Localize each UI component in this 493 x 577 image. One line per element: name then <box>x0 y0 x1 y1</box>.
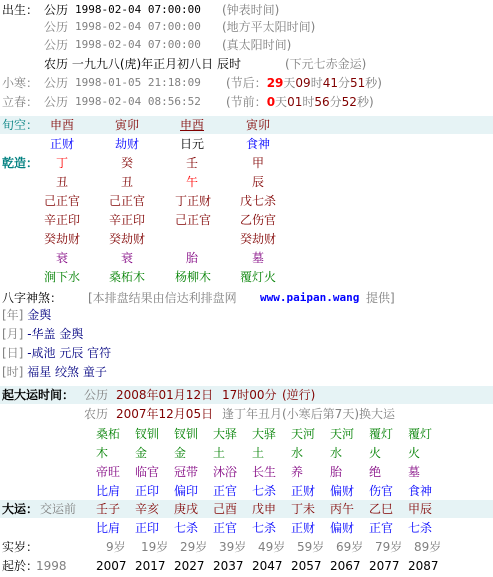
hidden-2-4 <box>240 212 276 228</box>
term-days: 29 <box>266 76 284 90</box>
hidden-2-2 <box>109 212 145 228</box>
term-dt-2: 1998-02-04 08:56:52 <box>75 95 201 108</box>
nayin-1: 涧下水 <box>44 270 81 284</box>
birth-cal-3: 公历 <box>44 38 69 52</box>
term-days-unit: 天 <box>283 76 296 90</box>
dayun-pre: 交运前 <box>40 502 77 516</box>
shensha-label: 八字神煞： <box>2 291 63 305</box>
dayun-pillar: 甲辰 <box>408 502 433 516</box>
dayun-age: 19岁 <box>141 540 169 554</box>
dayun-pillar: 壬子 <box>96 502 121 516</box>
phase-1: 衰 <box>56 251 69 265</box>
dayun-label: 大运： <box>2 502 39 516</box>
god-top-4: 食神 <box>246 137 271 151</box>
hidden-text: 己正官 <box>44 194 81 208</box>
term-mins-unit: 分 <box>337 76 350 90</box>
qiyun-time: 17时00分 <box>222 388 277 402</box>
dayun-god: 伤官 <box>369 484 394 498</box>
dayun-god: 正财 <box>291 484 316 498</box>
xunkong-col-1: 申酉 <box>50 118 75 132</box>
hidden-2-1 <box>44 212 80 228</box>
term-cal-2: 公历 <box>44 95 69 109</box>
dayun-branch-god: 七杀 <box>252 521 277 535</box>
shensha-note2: 提供] <box>366 291 395 305</box>
branch-3: 午 <box>186 175 199 189</box>
qiyun-date2: 2007年12月05日 <box>116 407 214 421</box>
dayun-element: 火 <box>408 446 421 460</box>
dayun-year-row <box>0 557 493 575</box>
dayun-year: 2067 <box>330 559 361 573</box>
dayun-god-row <box>0 482 493 500</box>
shensha-row-month <box>2 326 83 342</box>
dayun-phase: 临官 <box>135 465 160 479</box>
hidden-text: 癸劫财 <box>44 232 81 246</box>
hidden-text: 癸劫财 <box>109 232 146 246</box>
term-secs: 51 <box>350 76 366 90</box>
dayun-branch-god: 正财 <box>291 521 316 535</box>
dayun-age: 39岁 <box>219 540 247 554</box>
hidden-1-4 <box>240 193 276 209</box>
qiyun-cal: 公历 <box>84 388 109 402</box>
dayun-element-row <box>0 444 493 462</box>
hidden-text: 辛正印 <box>109 213 146 227</box>
dayun-phase: 沐浴 <box>213 465 238 479</box>
dayun-nayin: 大驿 <box>213 427 238 441</box>
birth-note-3: (真太阳时间) <box>222 38 292 52</box>
dayun-pillar: 辛亥 <box>135 502 160 516</box>
shensha-tag: [日] <box>2 346 24 360</box>
shensha-tag: [年] <box>2 308 24 322</box>
branch-2: 丑 <box>121 175 134 189</box>
shensha-row-hour <box>2 364 107 380</box>
branch-4: 辰 <box>252 175 265 189</box>
dayun-god: 食神 <box>408 484 433 498</box>
dayun-age: 9岁 <box>106 540 126 554</box>
dayun-age: 59岁 <box>297 540 325 554</box>
dayun-element: 土 <box>252 446 265 460</box>
birth-dt-3: 1998-02-04 07:00:00 <box>75 38 201 51</box>
dayun-age: 89岁 <box>414 540 442 554</box>
dayun-god: 七杀 <box>252 484 277 498</box>
hidden-3-4 <box>240 231 276 247</box>
dayun-nayin-row <box>0 425 493 443</box>
birth-note-1: (钟表时间) <box>222 3 280 17</box>
dayun-pillar: 己酉 <box>213 502 238 516</box>
shensha-url-link[interactable]: www.paipan.wang <box>260 291 360 304</box>
term-label-2: 立春： <box>2 95 39 109</box>
term-dt-1: 1998-01-05 21:18:09 <box>75 76 201 89</box>
dayun-nayin: 覆灯 <box>369 427 394 441</box>
dayun-god: 偏财 <box>330 484 355 498</box>
dayun-element: 水 <box>330 446 343 460</box>
age-label: 实岁： <box>2 540 39 554</box>
dayun-year: 2017 <box>135 559 166 573</box>
dayun-branch-god-row <box>0 519 493 537</box>
dayun-age: 49岁 <box>258 540 286 554</box>
shensha-note: [本排盘结果由信达利排盘网 <box>88 291 237 305</box>
term-mins: 56 <box>314 95 330 109</box>
term-prefix: (节后： <box>226 76 267 90</box>
xunkong-col-3: 申酉 <box>180 118 205 132</box>
hidden-text: 癸劫财 <box>240 232 277 246</box>
shensha-items: 金舆 <box>27 308 52 322</box>
dayun-age-row <box>0 538 493 556</box>
stem-2: 癸 <box>121 156 134 170</box>
term-hours: 01 <box>287 95 303 109</box>
dayun-element: 土 <box>213 446 226 460</box>
dayun-nayin: 天河 <box>291 427 316 441</box>
dayun-nayin: 桑柘 <box>96 427 121 441</box>
hidden-text: 乙伤官 <box>240 213 277 227</box>
dayun-age: 29岁 <box>180 540 208 554</box>
nayin-2: 桑柘木 <box>109 270 146 284</box>
dayun-age: 69岁 <box>336 540 364 554</box>
term-mins: 41 <box>322 76 338 90</box>
term-label-1: 小寒： <box>2 76 39 90</box>
dayun-year: 2037 <box>213 559 244 573</box>
dayun-pillar-row <box>0 500 493 518</box>
birth-cal-1: 公历 <box>44 3 69 17</box>
dayun-nayin: 钗钏 <box>174 427 199 441</box>
term-days: 0 <box>266 95 276 109</box>
birth-lunar-note: (下元七赤金运) <box>285 57 367 71</box>
dayun-phase: 帝旺 <box>96 465 121 479</box>
hidden-3-1 <box>44 231 80 247</box>
stem-4: 甲 <box>252 156 265 170</box>
birth-lunar: 农历 一九九八(虎)年正月初八日 辰时 <box>44 57 241 71</box>
dayun-year: 2047 <box>252 559 283 573</box>
term-detail-2 <box>226 94 374 110</box>
shensha-row-day <box>2 345 111 361</box>
dayun-nayin: 天河 <box>330 427 355 441</box>
dayun-year: 2087 <box>408 559 439 573</box>
start-year: 1998 <box>36 559 67 573</box>
shensha-tag: [时] <box>2 365 24 379</box>
dayun-nayin: 大驿 <box>252 427 277 441</box>
dayun-phase: 冠带 <box>174 465 199 479</box>
qiyun-cal2: 农历 <box>84 407 109 421</box>
dayun-pillar: 乙巳 <box>369 502 394 516</box>
dayun-element: 火 <box>369 446 382 460</box>
dayun-branch-god: 比肩 <box>96 521 121 535</box>
hidden-1-2 <box>109 193 145 209</box>
qiyun-label: 起大运时间： <box>2 388 75 402</box>
birth-note-2: (地方平太阳时间) <box>222 20 316 34</box>
shensha-items: 福星 绞煞 童子 <box>27 365 107 379</box>
dayun-element: 金 <box>174 446 187 460</box>
term-prefix: (节前： <box>226 95 267 109</box>
dayun-pillar: 丁未 <box>291 502 316 516</box>
term-mins-unit: 分 <box>329 95 342 109</box>
dayun-element: 木 <box>96 446 109 460</box>
dayun-branch-god: 正官 <box>369 521 394 535</box>
birth-dt-1: 1998-02-04 07:00:00 <box>75 3 201 16</box>
shensha-items: -华盖 金舆 <box>27 327 84 341</box>
dayun-phase-row <box>0 463 493 481</box>
phase-2: 衰 <box>121 251 134 265</box>
term-secs-unit: 秒) <box>356 95 374 109</box>
dayun-branch-god: 七杀 <box>408 521 433 535</box>
dayun-phase: 长生 <box>252 465 277 479</box>
dayun-phase: 绝 <box>369 465 382 479</box>
term-detail-1 <box>226 75 382 91</box>
branch-1: 丑 <box>56 175 69 189</box>
shensha-tag: [月] <box>2 327 24 341</box>
hidden-text: 戊七杀 <box>240 194 277 208</box>
dayun-phase: 养 <box>291 465 304 479</box>
dayun-year: 2077 <box>369 559 400 573</box>
dayun-pillar: 戊申 <box>252 502 277 516</box>
dayun-branch-god: 偏财 <box>330 521 355 535</box>
qiyun-swap: 逢丁年丑月(小寒后第7天)换大运 <box>222 407 395 421</box>
nayin-3: 杨柳木 <box>175 270 212 284</box>
qiyun-date: 2008年01月12日 <box>116 388 214 402</box>
hidden-2-3 <box>175 212 211 228</box>
dayun-branch-god: 正官 <box>213 521 238 535</box>
phase-3: 胎 <box>186 251 199 265</box>
term-secs-unit: 秒) <box>365 76 382 90</box>
dayun-phase: 胎 <box>330 465 343 479</box>
stem-1: 丁 <box>56 156 69 170</box>
god-top-2: 劫财 <box>115 137 140 151</box>
dayun-year: 2027 <box>174 559 205 573</box>
dayun-god: 正官 <box>213 484 238 498</box>
dayun-element: 金 <box>135 446 148 460</box>
term-cal-1: 公历 <box>44 76 69 90</box>
birth-cal-2: 公历 <box>44 20 69 34</box>
hidden-text: 己正官 <box>109 194 146 208</box>
xunkong-col-4: 寅卯 <box>246 118 271 132</box>
god-top-1: 正财 <box>50 137 75 151</box>
term-hours: 09 <box>295 76 311 90</box>
dayun-phase: 墓 <box>408 465 421 479</box>
hidden-3-2 <box>109 231 145 247</box>
nayin-4: 覆灯火 <box>240 270 277 284</box>
god-top-3: 日元 <box>180 137 205 151</box>
term-hours-unit: 时 <box>302 95 315 109</box>
xunkong-label: 旬空： <box>2 118 39 132</box>
dayun-nayin: 钗钏 <box>135 427 160 441</box>
xunkong-col-2: 寅卯 <box>115 118 140 132</box>
year-label: 起於： <box>2 559 39 573</box>
dayun-age: 79岁 <box>375 540 403 554</box>
hidden-1-3 <box>175 193 211 209</box>
qiyun-dir: (逆行) <box>282 388 316 402</box>
hidden-text: 己正官 <box>175 213 212 227</box>
dayun-element: 水 <box>291 446 304 460</box>
dayun-pillar: 庚戌 <box>174 502 199 516</box>
shensha-items: -咸池 元辰 官符 <box>27 346 112 360</box>
dayun-year: 2057 <box>291 559 322 573</box>
term-days-unit: 天 <box>275 95 288 109</box>
dayun-branch-god: 正印 <box>135 521 160 535</box>
dayun-pillar: 丙午 <box>330 502 355 516</box>
term-hours-unit: 时 <box>310 76 323 90</box>
phase-4: 墓 <box>252 251 265 265</box>
shensha-row-year <box>2 307 51 323</box>
dayun-nayin: 覆灯 <box>408 427 433 441</box>
dayun-god: 比肩 <box>96 484 121 498</box>
qianzao-label: 乾造： <box>2 156 39 170</box>
hidden-text: 辛正印 <box>44 213 81 227</box>
dayun-branch-god: 七杀 <box>174 521 199 535</box>
birth-dt-2: 1998-02-04 07:00:00 <box>75 20 201 33</box>
dayun-god: 正印 <box>135 484 160 498</box>
hidden-1-1 <box>44 193 80 209</box>
birth-label: 出生： <box>2 3 39 17</box>
term-secs: 52 <box>341 95 357 109</box>
dayun-year: 2007 <box>96 559 127 573</box>
stem-3: 壬 <box>186 156 199 170</box>
hidden-text: 丁正财 <box>175 194 212 208</box>
dayun-god: 偏印 <box>174 484 199 498</box>
